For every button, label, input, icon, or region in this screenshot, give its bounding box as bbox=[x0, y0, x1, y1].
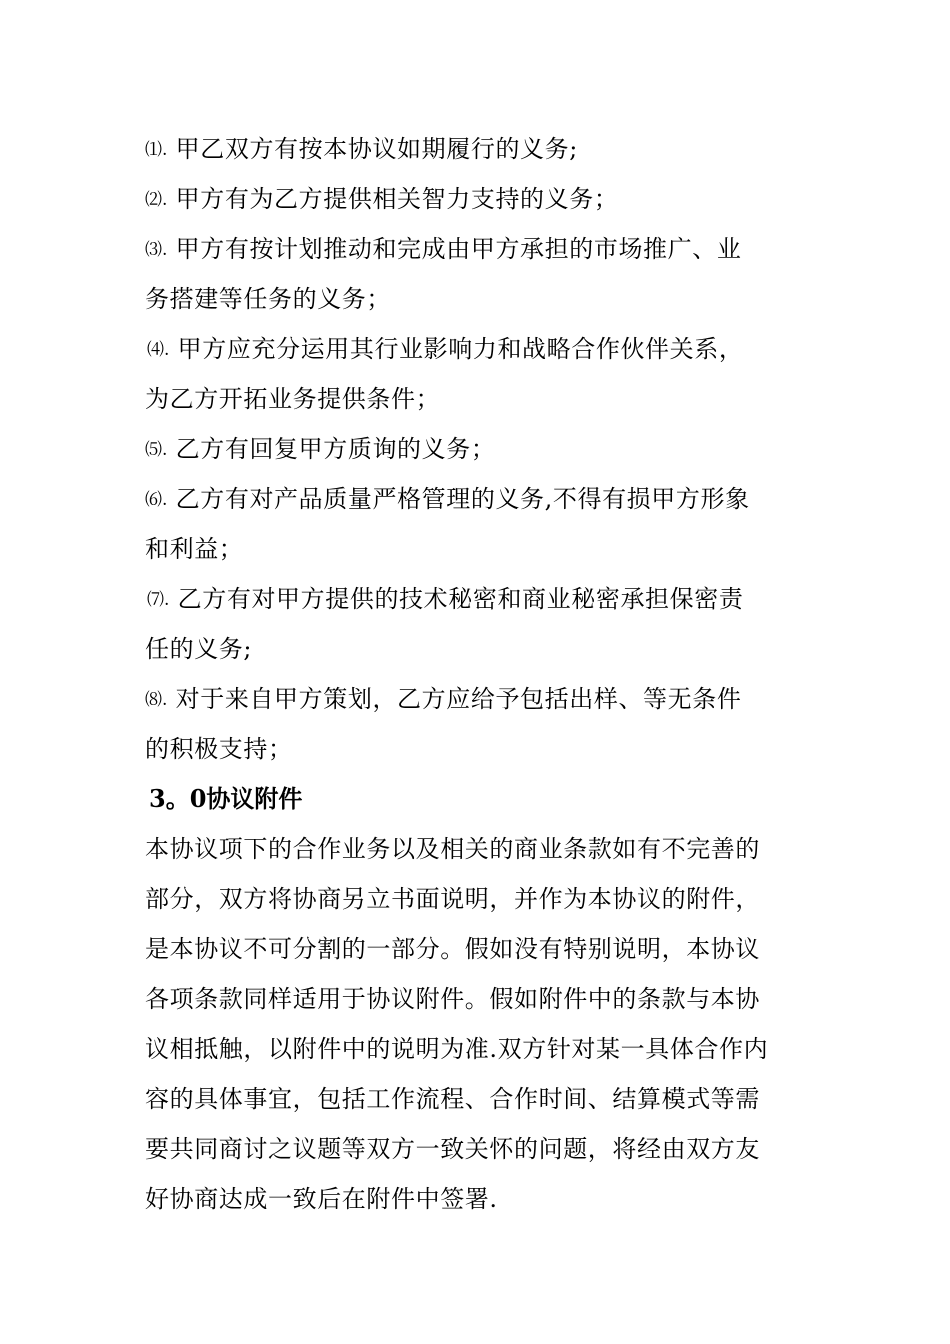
item-text: 乙方有对甲方提供的技术秘密和商业秘密承担保密责 bbox=[177, 585, 744, 613]
item-number: ⑸. bbox=[145, 440, 168, 460]
item-text: 甲方有按计划推动和完成由甲方承担的市场推广、业 bbox=[175, 235, 742, 263]
obligation-line bbox=[145, 574, 810, 624]
paragraph-line: 好协商达成一致后在附件中签署. bbox=[145, 1185, 498, 1213]
paragraph-line: 部分，双方将协商另立书面说明，并作为本协议的附件， bbox=[145, 885, 760, 913]
item-number: ⑴. bbox=[145, 140, 168, 160]
obligation-line-continued: 为乙方开拓业务提供条件； bbox=[145, 385, 441, 413]
obligation-line-continued: 务搭建等任务的义务； bbox=[145, 285, 391, 313]
paragraph-line: 本协议项下的合作业务以及相关的商业条款如有不完善的 bbox=[145, 835, 760, 863]
obligation-line bbox=[145, 224, 810, 274]
paragraph-line: 各项条款同样适用于协议附件。假如附件中的条款与本协 bbox=[145, 985, 760, 1013]
obligation-line-continued: 的积极支持； bbox=[145, 735, 293, 763]
obligation-line bbox=[145, 674, 810, 724]
item-text: 甲乙双方有按本协议如期履行的义务; bbox=[175, 135, 578, 163]
obligation-item bbox=[145, 474, 810, 574]
obligation-line-continued: 和利益； bbox=[145, 535, 244, 563]
item-text: 乙方有对产品质量严格管理的义务,不得有损甲方形象 bbox=[175, 485, 750, 513]
obligation-item bbox=[145, 574, 810, 674]
obligation-item bbox=[145, 324, 810, 424]
paragraph-line: 是本协议不可分割的一部分。假如没有特别说明，本协议 bbox=[145, 935, 760, 963]
obligation-line bbox=[145, 124, 810, 174]
obligation-line bbox=[145, 424, 810, 474]
item-text: 乙方有回复甲方质询的义务； bbox=[175, 435, 496, 463]
obligation-line-continued: 任的义务; bbox=[145, 635, 253, 663]
obligation-item bbox=[145, 674, 810, 774]
item-text: 甲方应充分运用其行业影响力和战略合作伙伴关系， bbox=[177, 335, 744, 363]
item-number: ⑹. bbox=[145, 490, 168, 510]
item-number: ⑺. bbox=[147, 590, 170, 610]
obligation-list bbox=[145, 124, 810, 774]
section-heading: 3。0协议附件 bbox=[149, 784, 303, 813]
paragraph-line: 要共同商讨之议题等双方一致关怀的问题，将经由双方友 bbox=[145, 1135, 760, 1163]
item-number: ⑵. bbox=[145, 190, 168, 210]
item-text: 对于来自甲方策划，乙方应给予包括出样、等无条件 bbox=[175, 685, 742, 713]
obligation-item bbox=[145, 224, 810, 324]
obligation-item bbox=[145, 424, 810, 474]
item-text: 甲方有为乙方提供相关智力支持的义务； bbox=[175, 185, 619, 213]
paragraph-line: 议相抵触，以附件中的说明为准.双方针对某一具体合作内 bbox=[145, 1035, 769, 1063]
document-page bbox=[145, 124, 810, 1224]
obligation-line bbox=[145, 474, 810, 524]
attachment-section bbox=[145, 774, 810, 1224]
item-number: ⑷. bbox=[147, 340, 170, 360]
obligation-item bbox=[145, 174, 810, 224]
item-number: ⑻. bbox=[145, 690, 168, 710]
obligation-line bbox=[145, 324, 810, 374]
item-number: ⑶. bbox=[145, 240, 168, 260]
obligation-item bbox=[145, 124, 810, 174]
paragraph-line: 容的具体事宜，包括工作流程、合作时间、结算模式等需 bbox=[145, 1085, 760, 1113]
obligation-line bbox=[145, 174, 810, 224]
